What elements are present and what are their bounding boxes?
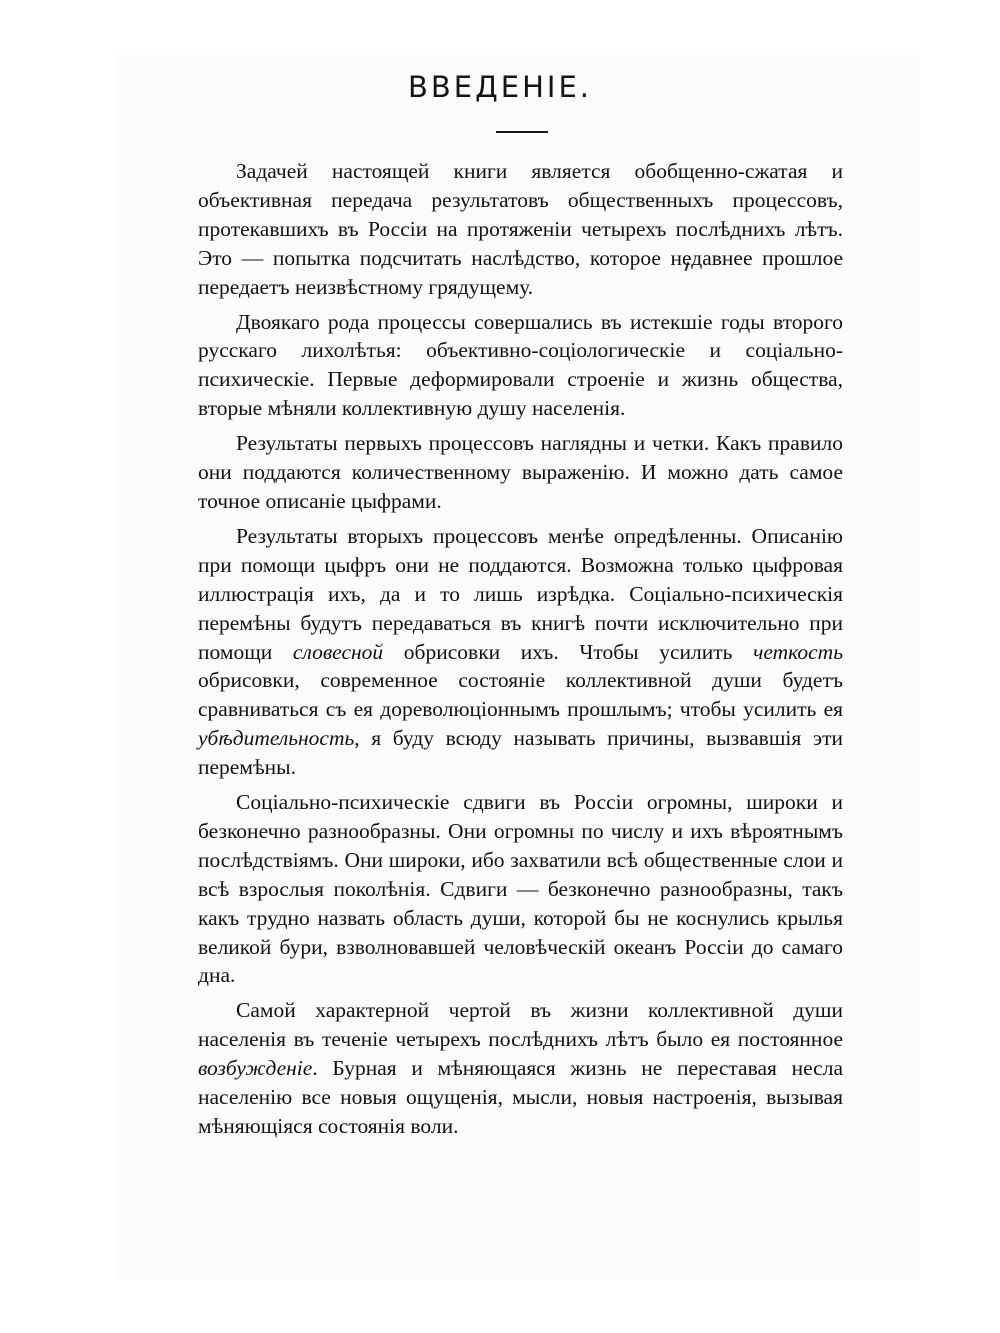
paragraph-2: Двоякаго рода процессы совершались въ истекшiе годы второго русскаго лихолѣтья: объективно-соцiологическiе и соцiально-психическiе. Первые деформировали строенiе и жизнь общества, вторые мѣняли коллективную душу населенiя. [198,309,843,421]
paragraph-4-text-a: Результаты вторыхъ процессовъ менѣе опредѣленны. Описанiю при помощи цыфръ они не поддаются. Возможна только цыфровая иллюстрацiя ихъ, да и то лишь изрѣдка. Соцiально-психическiя перемѣны будутъ передаваться въ книгѣ почти исключительно при помощи [198,523,843,664]
title-underline-rule [496,131,548,133]
paragraph-5: Соцiально-психическiе сдвиги въ Россiи огромны, широки и безконечно разнообразны. Они огромны по числу и ихъ вѣроятнымъ послѣдствiямъ. Они широки, ибо захватили всѣ общественные слои и всѣ взрослыя поколѣнiя. Сдвиги — безконечно разнообразны, такъ какъ трудно назвать область души, которой бы не коснулись крылья великой бури, взволновавшей человѣческiй океанъ Россiи до самаго дна. [198,790,843,988]
chapter-title: ВВЕДЕНIЕ. [408,70,592,104]
paragraph-6-emphasis-excitement: возбужденiе [198,1056,313,1081]
paragraph-4-emphasis-persuasiveness: убѣдительность [198,726,355,751]
paragraph-1: Задачей настоящей книги является обобщенно-сжатая и объективная передача результатовъ общественныхъ процессовъ, протекавшихъ въ Россiи на протяженiи четырехъ послѣднихъ лѣтъ. Это — попытка подсчитать наслѣдство, которое недавнее прошлое передаетъ неизвѣстному грядущему. [198,159,843,299]
paragraph-6-text-b: . Бурная и мѣняющаяся жизнь не переставая несла населенiю все новыя ощущенiя, мысли, новыя настроенiя, вызывая мѣняющiяся состоянiя воли. [198,1056,843,1138]
paragraph-4-emphasis-clarity: четкость [753,639,843,664]
paragraph-6-text-a: Самой характерной чертой въ жизни коллективной души населенiя въ теченiе четырехъ послѣднихъ лѣтъ было ея постоянное [198,998,843,1052]
paragraph-6 [198,996,843,1141]
paragraph-4 [198,522,843,782]
body-text [198,157,843,1141]
paragraph-3: Результаты первыхъ процессовъ наглядны и четки. Какъ правило они поддаются количественному выраженiю. И можно дать самое точное описанiе цыфрами. [198,431,843,513]
paragraph-4-emphasis-verbal: словесной [292,639,384,664]
paragraph-4-text-b: обрисовки ихъ. Чтобы усилить [383,639,754,664]
paragraph-4-text-d: , я буду всюду называть причины, вызвавшiя эти перемѣны. [198,726,843,780]
paragraph-4-text-c: обрисовки, современное состоянiе коллективной души будетъ сравниваться съ ея дореволюцiоннымъ прошлымъ; чтобы усилить ея [198,668,843,722]
